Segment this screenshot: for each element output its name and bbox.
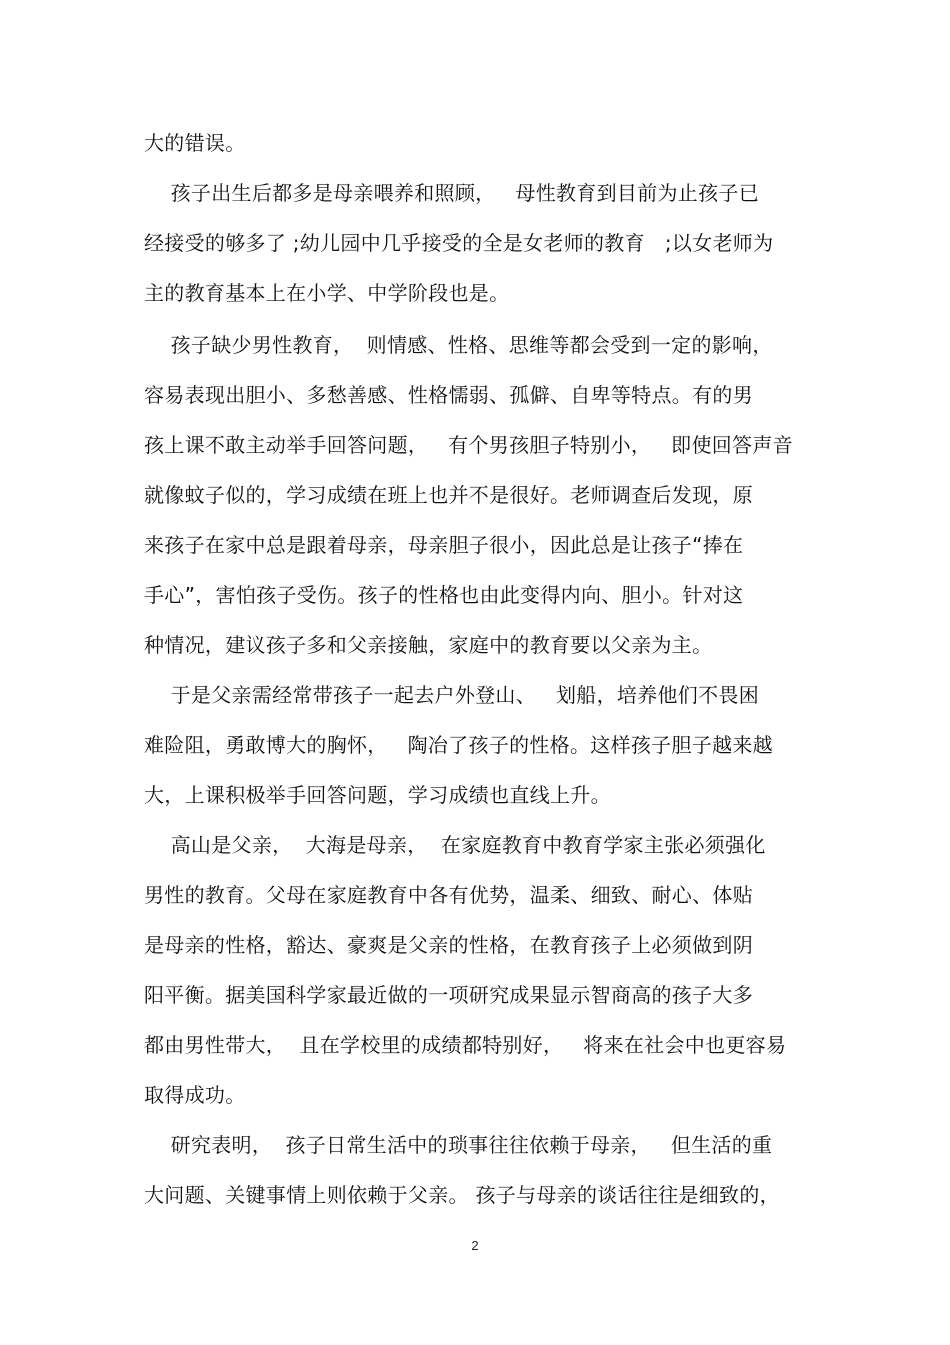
- text-line: 取得成功。: [144, 1083, 246, 1107]
- text-line: 是母亲的性格，豁达、豪爽是父亲的性格，在教育孩子上必须做到阴: [144, 933, 753, 957]
- text-line: 手心”，害怕孩子受伤。孩子的性格也由此变得内向、胆小。针对这: [144, 583, 744, 607]
- text-line: 种情况，建议孩子多和父亲接触，家庭中的教育要以父亲为主。: [144, 633, 713, 657]
- text-line: 经接受的够多了 ;幼儿园中几乎接受的全是女老师的教育 ;以女老师为: [144, 231, 774, 255]
- text-line: 孩子缺少男性教育， 则情感、性格、思维等都会受到一定的影响，: [144, 333, 773, 357]
- text-line: 大，上课积极举手回答问题，学习成绩也直线上升。: [144, 783, 611, 807]
- text-line: 于是父亲需经常带孩子一起去户外登山、 划船，培养他们不畏困: [144, 683, 760, 707]
- text-line: 难险阻，勇敢博大的胸怀， 陶冶了孩子的性格。这样孩子胆子越来越: [144, 733, 773, 757]
- text-line: 就像蚊子似的，学习成绩在班上也并不是很好。老师调查后发现，原: [144, 483, 753, 507]
- page-number: 2: [471, 1238, 479, 1253]
- text-line: 容易表现出胆小、多愁善感、性格懦弱、孤僻、自卑等特点。有的男: [144, 383, 753, 407]
- text-line: 阳平衡。据美国科学家最近做的一项研究成果显示智商高的孩子大多: [144, 983, 753, 1007]
- text-line: 研究表明， 孩子日常生活中的琐事往往依赖于母亲， 但生活的重: [144, 1133, 773, 1157]
- text-line: 来孩子在家中总是跟着母亲，母亲胆子很小，因此总是让孩子“捧在: [144, 533, 744, 557]
- text-line: 大问题、关键事情上则依赖于父亲。 孩子与母亲的谈话往往是细致的，: [144, 1183, 780, 1207]
- text-line: 主的教育基本上在小学、中学阶段也是。: [144, 281, 510, 305]
- text-line: 孩子出生后都多是母亲喂养和照顾， 母性教育到目前为止孩子已: [144, 181, 760, 205]
- text-line: 男性的教育。父母在家庭教育中各有优势，温柔、细致、耐心、体贴: [144, 883, 753, 907]
- text-line: 高山是父亲， 大海是母亲， 在家庭教育中教育学家主张必须强化: [144, 833, 766, 857]
- text-line: 孩上课不敢主动举手回答问题， 有个男孩胆子特别小， 即使回答声音: [144, 433, 793, 457]
- text-line: 都由男性带大， 且在学校里的成绩都特别好， 将来在社会中也更容易: [144, 1033, 787, 1057]
- text-line: 大的错误。: [144, 131, 246, 155]
